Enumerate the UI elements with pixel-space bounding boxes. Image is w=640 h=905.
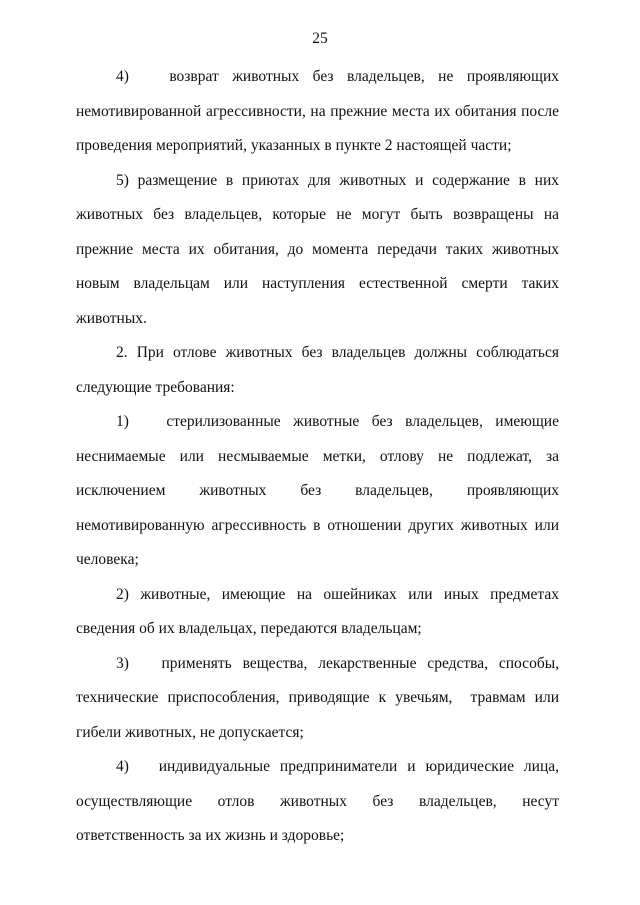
paragraph-item-4-responsibility: 4) индивидуальные предприниматели и юридические лица, осуществляющие отлов животных без владельцев, несут ответственность за их жизнь и здоровье; bbox=[76, 758, 559, 844]
page-number: 25 bbox=[312, 30, 328, 47]
paragraph-item-4-return-animals: 4) возврат животных без владельцев, не проявляющих немотивированной агрессивности, на прежние места их обитания после проведения мероприятий, указанных в пункте 2 настоящей части; bbox=[76, 68, 559, 154]
paragraph-item-2-collar-info: 2) животные, имеющие на ошейниках или иных предметах сведения об их владельцах, передаются владельцам; bbox=[76, 585, 559, 637]
paragraph-item-5-shelter-placement: 5) размещение в приютах для животных и содержание в них животных без владельцев, которые не могут быть возвращены на прежние места их обитания, до момента передачи таких животных новым владельцам или наступления естественной смерти таких животных. bbox=[76, 171, 559, 327]
paragraph-item-3-prohibited-means: 3) применять вещества, лекарственные средства, способы, технические приспособления, приводящие к увечьям, травмам или гибели животных, не допускается; bbox=[76, 654, 559, 741]
document-body bbox=[76, 60, 559, 854]
paragraph-item-1-sterilized-animals: 1) стерилизованные животные без владельцев, имеющие неснимаемые или несмываемые метки, отлову не подлежат, за исключением животных без владельцев, проявляющих немотивированную агрессивность в отношении других животных или человека; bbox=[76, 413, 559, 568]
paragraph-section-2-capture-requirements: 2. При отлове животных без владельцев должны соблюдаться следующие требования: bbox=[76, 344, 559, 396]
